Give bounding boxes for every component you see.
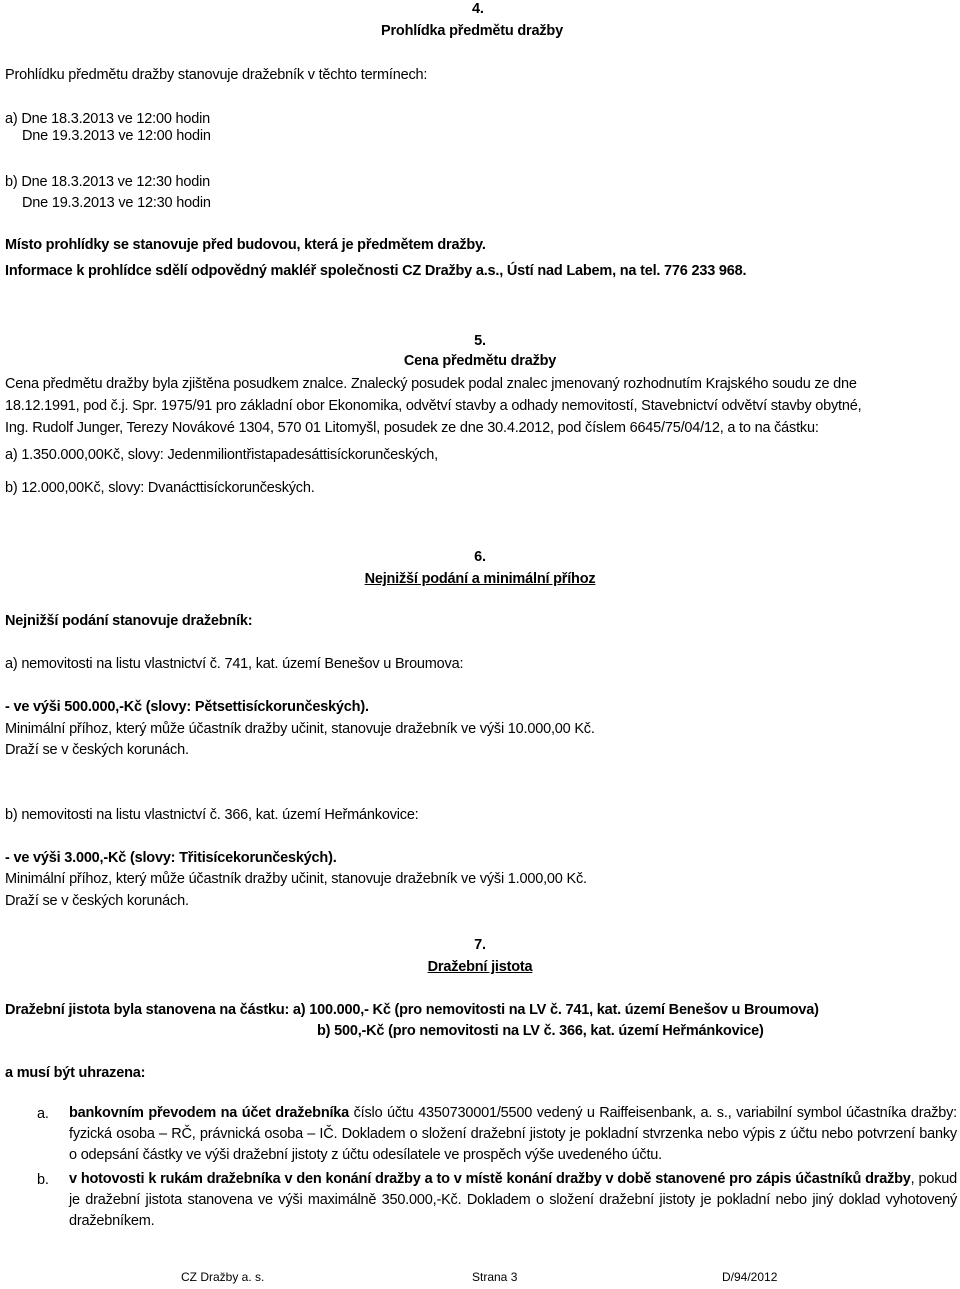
footer-reference: D/94/2012 xyxy=(722,1270,778,1284)
min-increment-a: Minimální příhoz, který může účastník dražby učinit, stanovuje dražebník ve výši 10.000,00 Kč. xyxy=(5,721,595,737)
currency-a: Draží se v českých korunách. xyxy=(5,742,189,758)
price-line-2: 18.12.1991, pod č.j. Spr. 1975/91 pro základní obor Ekonomika, odvětví stavby a odhady nemovitostí, Stavebnictví odvětví stavby obytné, xyxy=(5,398,862,414)
lowest-bid-intro: Nejnižší podání stanovuje dražebník: xyxy=(5,613,253,629)
viewing-date-b1: b) Dne 18.3.2013 ve 12:30 hodin xyxy=(5,174,211,190)
section-7-number: 7. xyxy=(474,937,486,953)
deposit-item-b-label: b. xyxy=(37,1172,49,1188)
viewing-date-a1: a) Dne 18.3.2013 ve 12:00 hodin xyxy=(5,111,211,127)
deposit-must-label: a musí být uhrazena: xyxy=(5,1065,146,1081)
deposit-item-a-label: a. xyxy=(37,1106,49,1122)
deposit-line-1: Dražební jistota byla stanovena na částku: a) 100.000,- Kč (pro nemovitosti na LV č. 741, kat. území Benešov u Broumova) xyxy=(5,1002,819,1018)
currency-b: Draží se v českých korunách. xyxy=(5,893,189,909)
section-7-title: Dražební jistota xyxy=(427,959,533,975)
deposit-item-b xyxy=(69,1169,957,1232)
section-4-intro: Prohlídku předmětu dražby stanovuje dražebník v těchto termínech: xyxy=(5,67,428,83)
section-6-number: 6. xyxy=(474,549,486,565)
lowest-bid-b-head: b) nemovitosti na listu vlastnictví č. 366, kat. území Heřmánkovice: xyxy=(5,807,419,823)
viewing-info: Informace k prohlídce sdělí odpovědný makléř společnosti CZ Dražby a.s., Ústí nad Labem, na tel. 776 233 968. xyxy=(5,263,747,279)
section-4-number: 4. xyxy=(472,1,484,17)
deposit-item-a xyxy=(69,1103,957,1166)
deposit-item-a-text: číslo účtu 4350730001/5500 vedený u Raiffeisenbank, a. s., variabilní symbol účastníka dražby: fyzická osoba – RČ, právnická osoba – IČ. Dokladem o složení dražební jistoty je pokladní stvrzenka nebo výpis z účtu nebo potvrzení banky o odepsání částky ve výši dražební jistoty z účtu odesílatele ve prospěch výše uvedeného účtu. xyxy=(69,1105,957,1163)
price-a: a) 1.350.000,00Kč, slovy: Jedenmiliontřistapadesáttisíckorunčeských, xyxy=(5,447,438,463)
price-b: b) 12.000,00Kč, slovy: Dvanácttisíckorunčeských. xyxy=(5,480,315,496)
viewing-date-b2: Dne 19.3.2013 ve 12:30 hodin xyxy=(22,195,211,211)
deposit-item-b-method: v hotovosti k rukám dražebníka v den konání dražby a to v místě konání dražby v době stanovené pro zápis účastníků dražby xyxy=(69,1171,911,1187)
section-5-title: Cena předmětu dražby xyxy=(403,353,557,369)
viewing-place: Místo prohlídky se stanovuje před budovou, která je předmětem dražby. xyxy=(5,237,486,253)
section-4-title: Prohlídka předmětu dražby xyxy=(381,23,563,39)
price-line-1: Cena předmětu dražby byla zjištěna posudkem znalce. Znalecký posudek podal znalec jmenovaný rozhodnutím Krajského soudu ze dne xyxy=(5,376,857,392)
viewing-date-a2: Dne 19.3.2013 ve 12:00 hodin xyxy=(22,128,211,144)
deposit-line-2: b) 500,-Kč (pro nemovitosti na LV č. 366, kat. území Heřmánkovice) xyxy=(317,1023,764,1039)
lowest-bid-a-amount: - ve výši 500.000,-Kč (slovy: Pětsettisíckorunčeských). xyxy=(5,699,369,715)
price-line-3: Ing. Rudolf Junger, Terezy Novákové 1304, 570 01 Litomyšl, posudek ze dne 30.4.2012, pod číslem 6645/75/04/12, a to na částku: xyxy=(5,420,819,436)
deposit-item-a-method: bankovním převodem na účet dražebníka xyxy=(69,1105,350,1121)
min-increment-b: Minimální příhoz, který může účastník dražby učinit, stanovuje dražebník ve výši 1.000,00 Kč. xyxy=(5,871,587,887)
lowest-bid-b-amount: - ve výši 3.000,-Kč (slovy: Třitisícekorunčeských). xyxy=(5,850,337,866)
section-6-title: Nejnižší podání a minimální příhoz xyxy=(364,571,596,587)
footer-company: CZ Dražby a. s. xyxy=(181,1270,265,1284)
footer-page-number: Strana 3 xyxy=(472,1270,518,1284)
deposit-item-b-text: , pokud je dražební jistota stanovena ve výši maximálně 350.000,-Kč. Dokladem o složení dražební jistoty je pokladní nebo jiný doklad vyhotovený dražebníkem. xyxy=(69,1171,957,1229)
section-5-number: 5. xyxy=(474,333,486,349)
lowest-bid-a-head: a) nemovitosti na listu vlastnictví č. 741, kat. území Benešov u Broumova: xyxy=(5,656,464,672)
